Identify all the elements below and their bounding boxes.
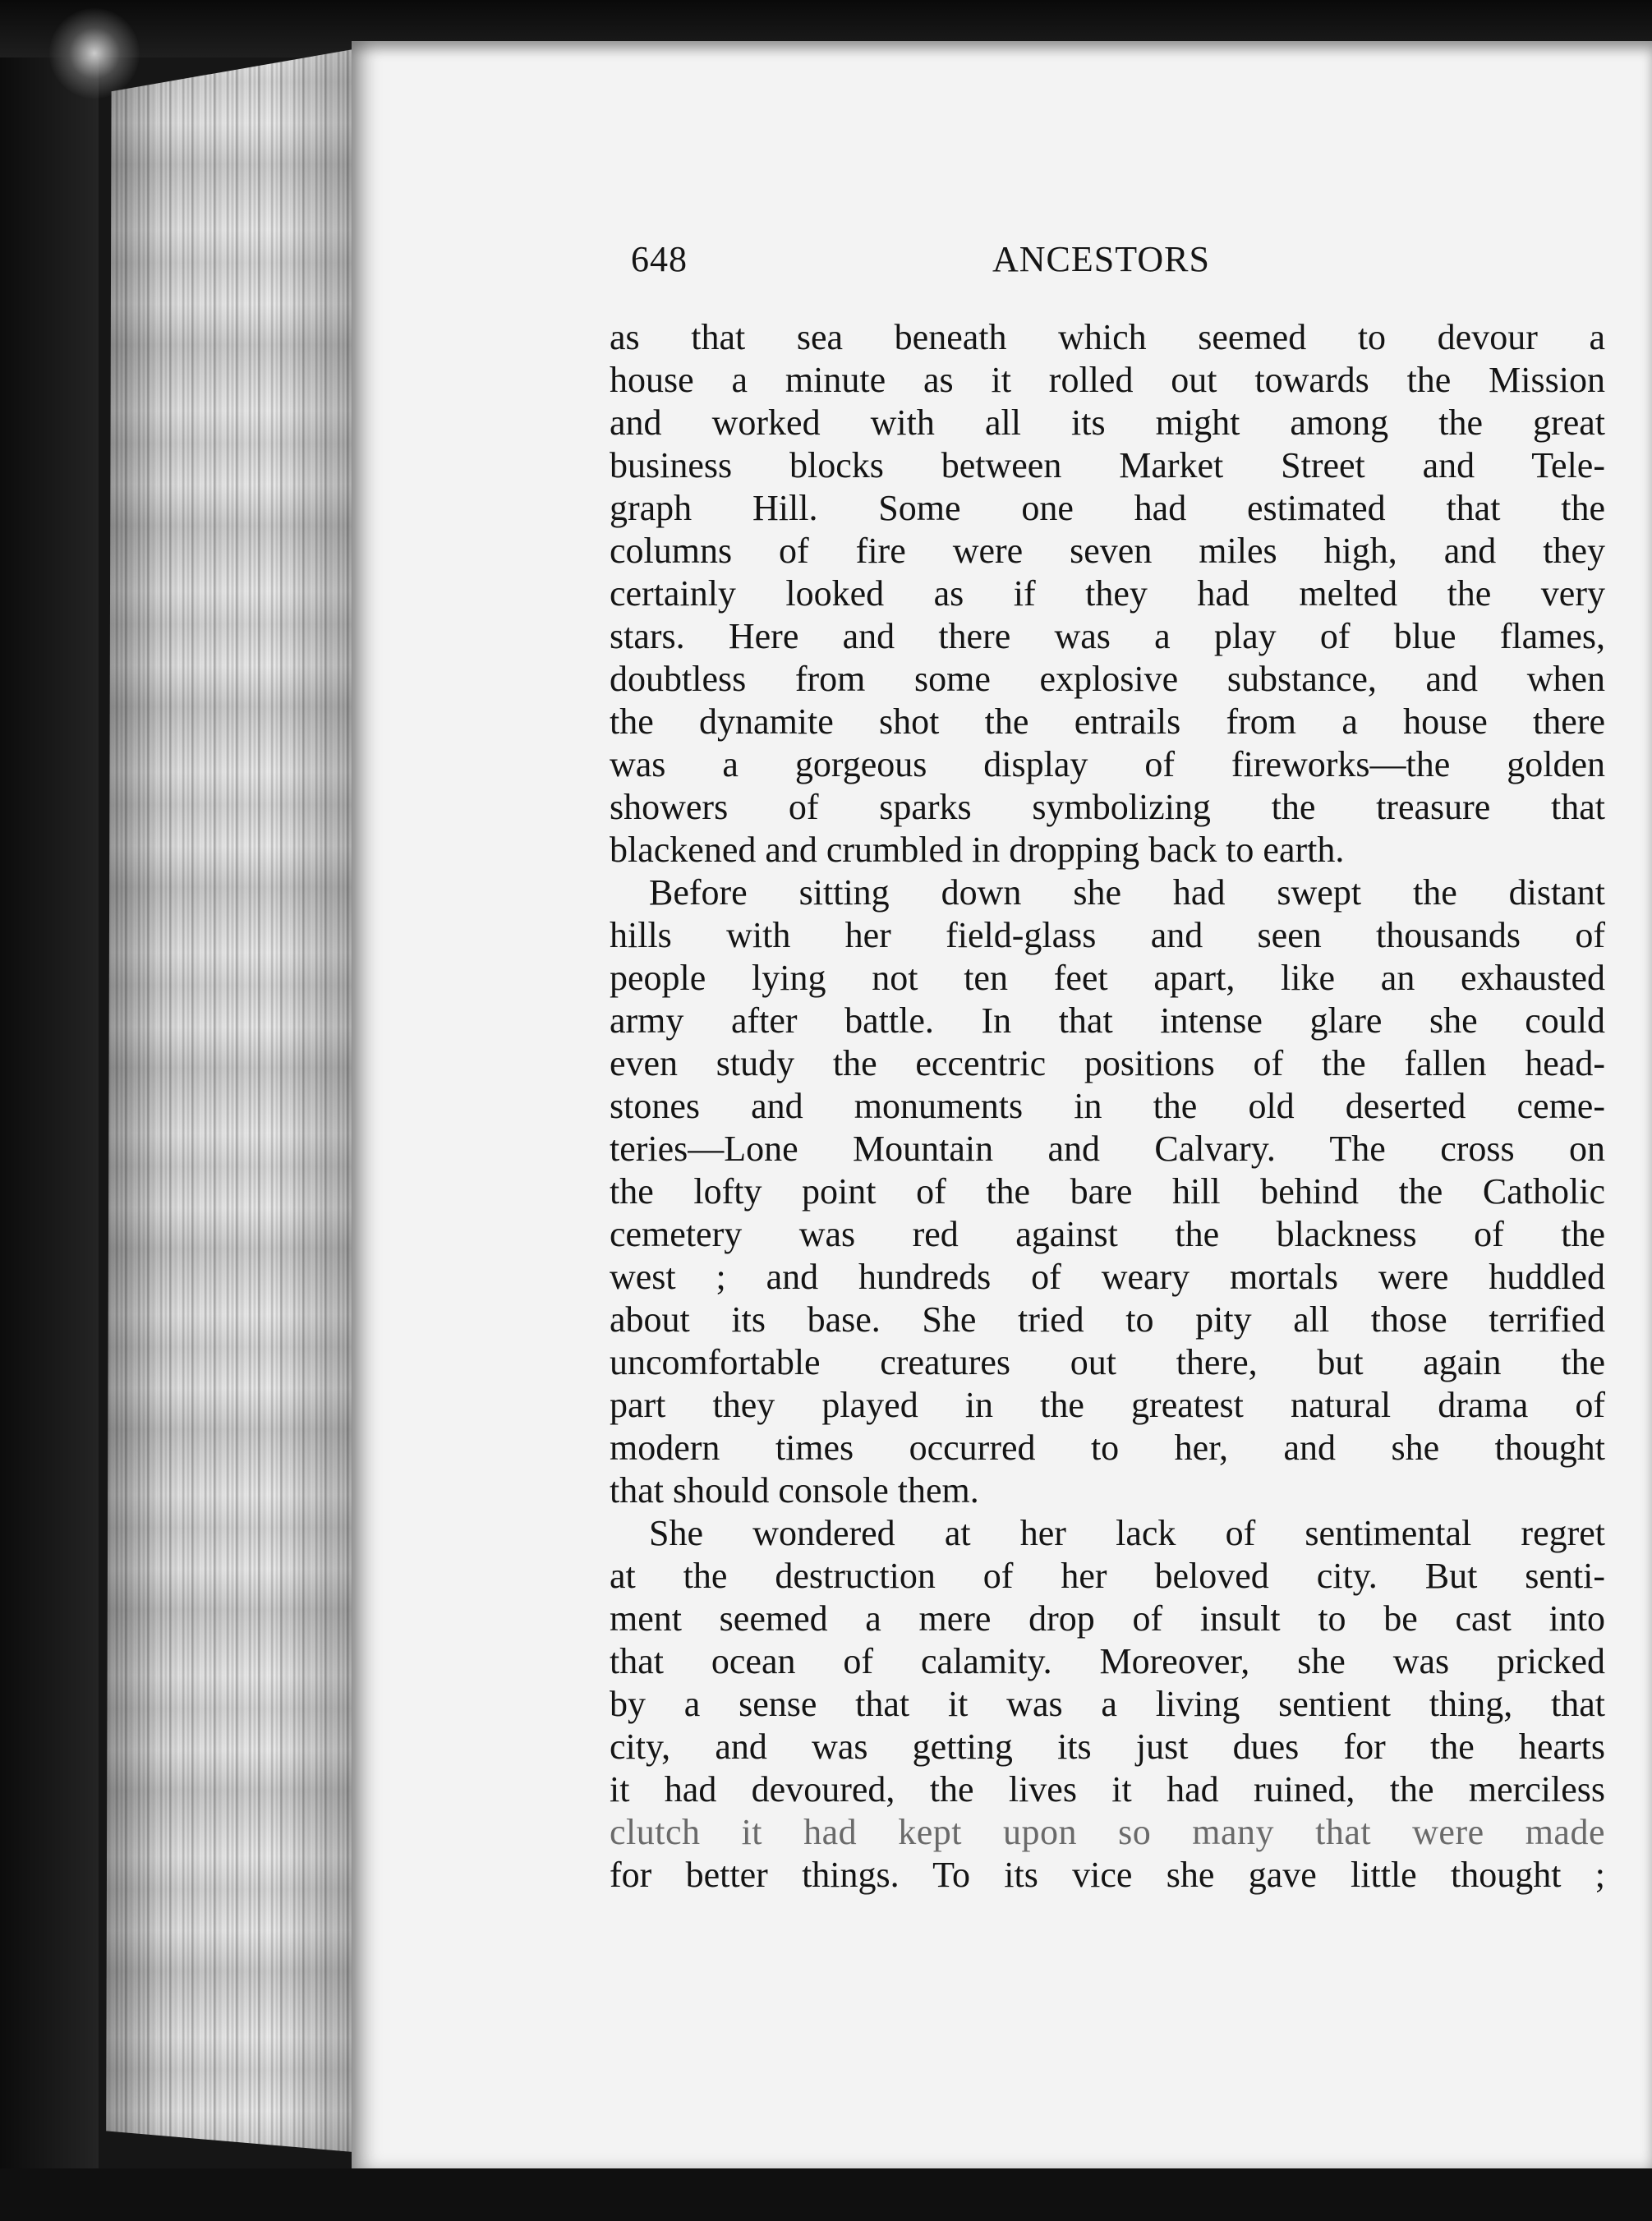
- page-number: 648: [631, 239, 688, 279]
- text-line: ment seemed a mere drop of insult to be cast into: [610, 1598, 1605, 1639]
- text-line: showers of sparks symbolizing the treasure that: [610, 787, 1605, 827]
- text-line: hills with her field-glass and seen thousands of: [610, 915, 1605, 955]
- text-line: certainly looked as if they had melted the very: [610, 573, 1605, 614]
- text-line: clutch it had kept upon so many that were made: [610, 1812, 1605, 1852]
- text-line: the lofty point of the bare hill behind the Catholic: [610, 1171, 1605, 1212]
- text-line: stars. Here and there was a play of blue flames,: [610, 616, 1605, 656]
- running-head: ANCESTORS: [992, 239, 1210, 279]
- text-line: cemetery was red against the blackness of the: [610, 1214, 1605, 1254]
- text-line: city, and was getting its just dues for the hearts: [610, 1727, 1605, 1767]
- text-line: modern times occurred to her, and she thought: [610, 1428, 1605, 1468]
- text-line: west ; and hundreds of weary mortals were huddled: [610, 1257, 1605, 1297]
- text-line: was a gorgeous display of fireworks—the golden: [610, 744, 1605, 784]
- text-line: blackened and crumbled in dropping back to earth.: [610, 830, 1345, 870]
- text-line: for better things. To its vice she gave little thought ;: [610, 1855, 1605, 1895]
- text-line: house a minute as it rolled out towards the Mission: [610, 360, 1605, 400]
- text-line: and worked with all its might among the great: [610, 402, 1605, 443]
- text-line: as that sea beneath which seemed to devour a: [610, 317, 1605, 357]
- text-line: it had devoured, the lives it had ruined, the merciless: [610, 1769, 1605, 1809]
- text-line: at the destruction of her beloved city. But senti-: [610, 1556, 1605, 1596]
- text-line: people lying not ten feet apart, like an exhausted: [610, 958, 1605, 998]
- text-line: graph Hill. Some one had estimated that the: [610, 488, 1605, 528]
- text-line: teries—Lone Mountain and Calvary. The cross on: [610, 1129, 1605, 1169]
- light-glare: [49, 8, 140, 99]
- text-line: columns of fire were seven miles high, and they: [610, 531, 1605, 571]
- text-line: even study the eccentric positions of the fallen head-: [610, 1043, 1605, 1083]
- book-fore-edge-shading: [90, 49, 353, 2152]
- scanner-background-bottom: [0, 2168, 1652, 2221]
- paragraph-start-line: Before sitting down she had swept the distant: [649, 872, 1605, 913]
- text-line: by a sense that it was a living sentient thing, that: [610, 1684, 1605, 1724]
- text-line: about its base. She tried to pity all those terrified: [610, 1299, 1605, 1340]
- paragraph-start-line: She wondered at her lack of sentimental regret: [649, 1513, 1605, 1553]
- text-line: doubtless from some explosive substance, and when: [610, 659, 1605, 699]
- text-line: part they played in the greatest natural drama of: [610, 1385, 1605, 1425]
- text-line: that should console them.: [610, 1470, 979, 1511]
- text-line: that ocean of calamity. Moreover, she was pricked: [610, 1641, 1605, 1681]
- scanner-background-left: [0, 0, 99, 2221]
- page-header: [631, 238, 1625, 287]
- text-line: uncomfortable creatures out there, but again the: [610, 1342, 1605, 1382]
- text-line: army after battle. In that intense glare she could: [610, 1000, 1605, 1041]
- text-line: the dynamite shot the entrails from a house there: [610, 701, 1605, 742]
- text-line: stones and monuments in the old deserted ceme-: [610, 1086, 1605, 1126]
- text-line: business blocks between Market Street and Tele-: [610, 445, 1605, 485]
- body-text: [610, 316, 1605, 1897]
